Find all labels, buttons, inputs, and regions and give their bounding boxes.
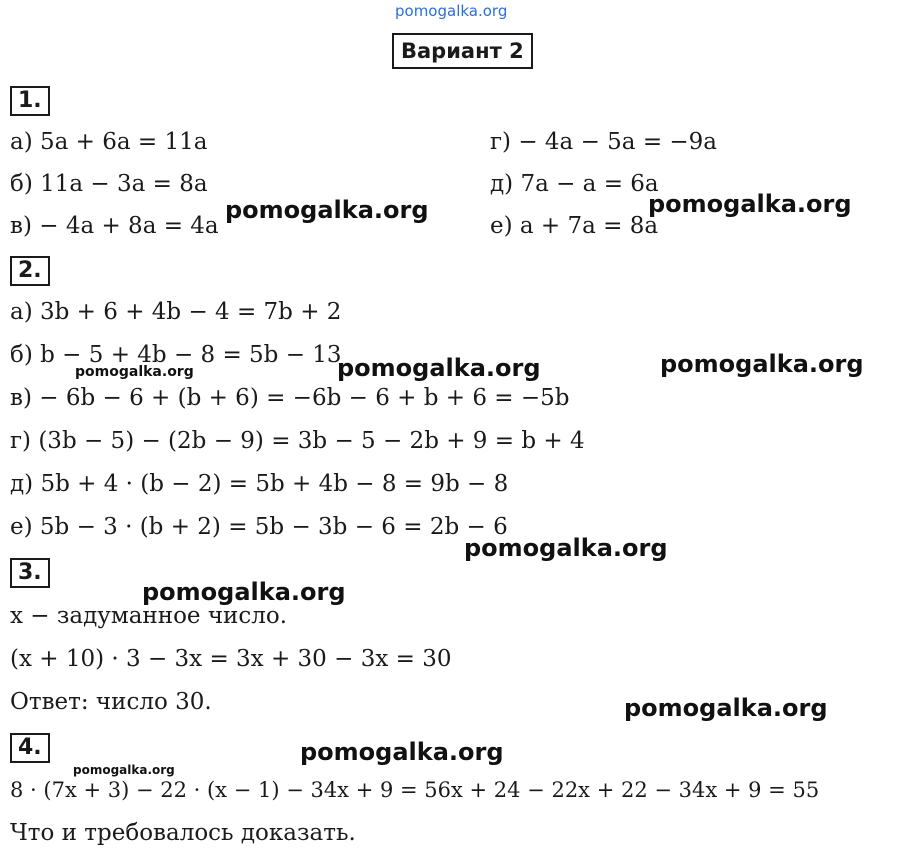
task-1-line-b: б) 11a − 3a = 8a — [10, 171, 208, 197]
task-3-line-1: x − задуманное число. — [10, 603, 288, 629]
watermark-10: pomogalka.org — [73, 763, 175, 777]
task-2-number: 2. — [10, 256, 50, 286]
task-2-line-g: г) (3b − 5) − (2b − 9) = 3b − 5 − 2b + 9 = b + 4 — [10, 428, 585, 454]
watermark-8: pomogalka.org — [624, 694, 828, 722]
task-4-line-1: 8 · (7x + 3) − 22 · (x − 1) − 34x + 9 = 56x + 24 − 22x + 22 − 34x + 9 = 55 — [10, 778, 820, 802]
task-2-line-b: б) b − 5 + 4b − 8 = 5b − 13 — [10, 342, 342, 368]
task-3-line-2: (x + 10) · 3 − 3x = 3x + 30 − 3x = 30 — [10, 646, 452, 672]
task-2-line-a: а) 3b + 6 + 4b − 4 = 7b + 2 — [10, 299, 342, 325]
task-1-line-a: а) 5a + 6a = 11a — [10, 129, 208, 155]
task-1-number: 1. — [10, 86, 50, 116]
task-1-line-g: г) − 4a − 5a = −9a — [490, 129, 718, 155]
task-4-number: 4. — [10, 733, 50, 763]
task-3-number: 3. — [10, 558, 50, 588]
watermark-2: pomogalka.org — [648, 190, 852, 218]
watermark-7: pomogalka.org — [142, 578, 346, 606]
task-4-conclusion: Что и требовалось доказать. — [10, 820, 356, 846]
task-2-line-d: д) 5b + 4 · (b − 2) = 5b + 4b − 8 = 9b − 8 — [10, 471, 509, 497]
watermark-4: pomogalka.org — [660, 350, 864, 378]
watermark-top: pomogalka.org — [395, 2, 508, 20]
task-1-line-e: е) a + 7a = 8a — [490, 213, 659, 239]
watermark-5: pomogalka.org — [75, 364, 194, 380]
watermark-6: pomogalka.org — [464, 534, 668, 562]
task-1-line-v: в) − 4a + 8a = 4a — [10, 213, 219, 239]
task-1-line-d: д) 7a − a = 6a — [490, 171, 659, 197]
task-2-line-e: е) 5b − 3 · (b + 2) = 5b − 3b − 6 = 2b − 6 — [10, 514, 508, 540]
watermark-9: pomogalka.org — [300, 738, 504, 766]
variant-title: Вариант 2 — [392, 33, 533, 69]
watermark-3: pomogalka.org — [337, 354, 541, 382]
task-3-answer: Ответ: число 30. — [10, 689, 212, 715]
watermark-1: pomogalka.org — [225, 196, 429, 224]
task-2-line-v: в) − 6b − 6 + (b + 6) = −6b − 6 + b + 6 = −5b — [10, 385, 570, 411]
